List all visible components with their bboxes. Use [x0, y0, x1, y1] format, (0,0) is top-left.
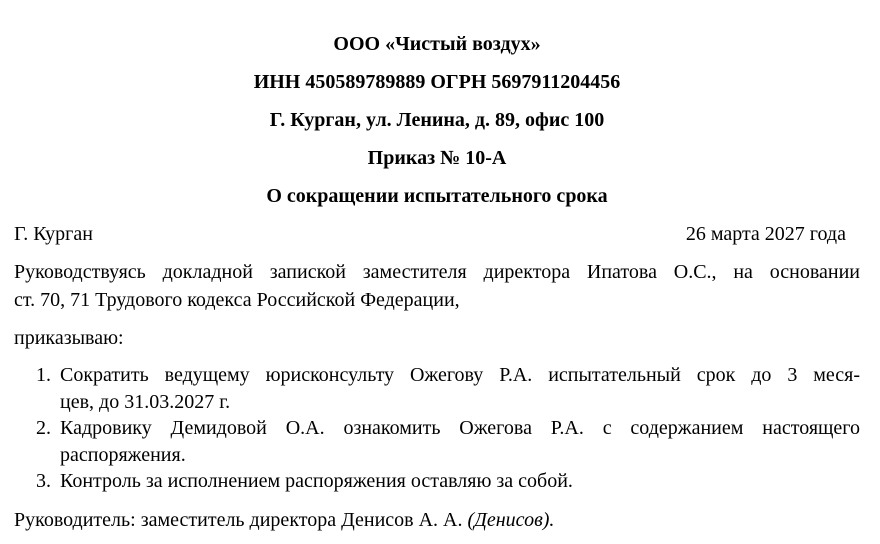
item-text: Контроль за исполнением распоряжения оставляю за собой. — [60, 470, 573, 492]
order-item-3 — [36, 468, 860, 495]
document-page — [14, 0, 860, 544]
order-date: 26 марта 2027 года — [685, 223, 846, 245]
signature-line — [14, 508, 860, 532]
order-subject: О сокращении испытательного срока — [266, 185, 608, 207]
order-city: Г. Курган — [14, 223, 93, 245]
item-text: Сократить ведущему юрисконсульту Ожегову Р.А. испытательный срок до 3 меся- — [60, 364, 860, 386]
item-number: 1. — [36, 364, 51, 386]
company-name: ООО «Чистый воздух» — [333, 33, 541, 55]
basis-paragraph — [14, 258, 860, 314]
order-item-2 — [36, 415, 860, 469]
item-text: Кадровику Демидовой О.А. ознакомить Ожегова Р.А. с содержанием настоящего — [60, 417, 860, 439]
basis-line: ст. 70, 71 Трудового кодекса Российской Федерации, — [14, 289, 460, 311]
item-text-continued: цев, до 31.03.2027 г. — [60, 391, 231, 413]
order-item-1 — [36, 362, 860, 416]
order-title: Приказ № 10-А — [367, 147, 507, 169]
signature-handwritten: (Денисов). — [467, 509, 555, 531]
item-number: 2. — [36, 417, 51, 439]
company-address: Г. Курган, ул. Ленина, д. 89, офис 100 — [269, 109, 605, 131]
item-text-continued: распоряжения. — [60, 444, 186, 466]
signature-label: Руководитель: заместитель директора Денисов А. А. — [14, 509, 463, 531]
company-requisites: ИНН 450589789889 ОГРН 5697911204456 — [253, 71, 621, 93]
item-number: 3. — [36, 470, 51, 492]
order-word: приказываю: — [14, 327, 124, 349]
basis-line: Руководствуясь докладной запиской заместителя директора Ипатова О.С., на основании — [14, 261, 860, 283]
